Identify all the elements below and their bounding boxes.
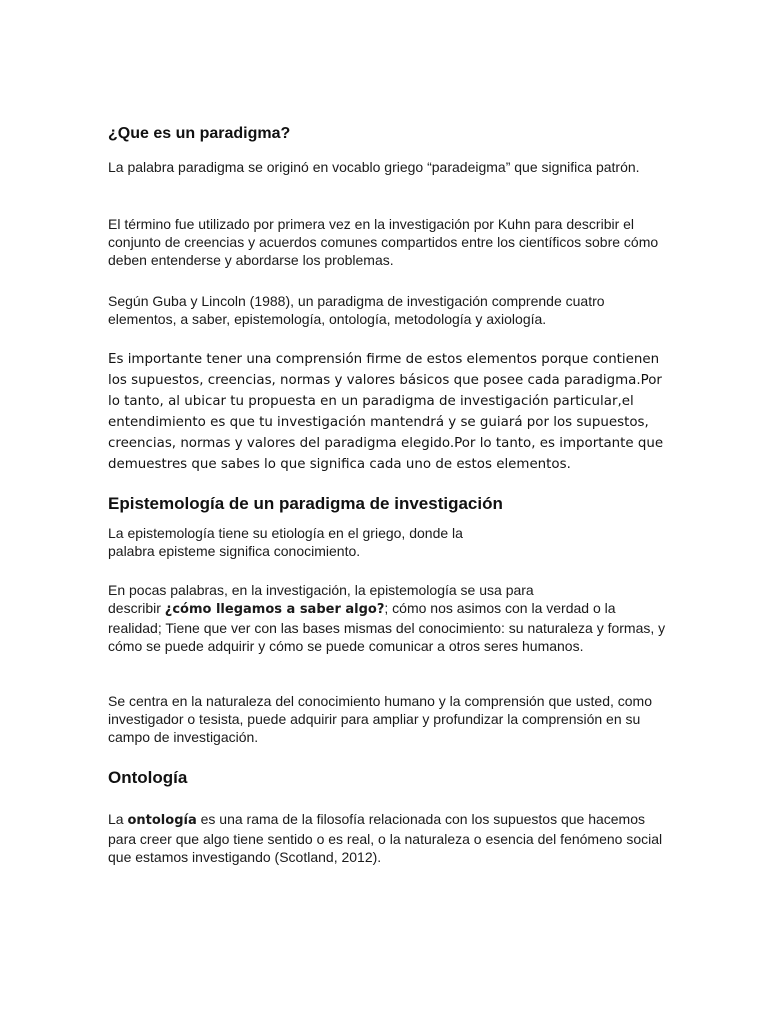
paragraph-ontologia	[108, 810, 668, 866]
paragraph-ontologia-before-bold: La	[108, 811, 128, 827]
heading-que-es-paradigma: ¿Que es un paradigma?	[108, 125, 291, 142]
paragraph-etiologia-line-2: palabra episteme significa conocimiento.	[108, 543, 361, 559]
paragraph-etiologia-griego	[108, 524, 668, 560]
paragraph-kuhn: El término fue utilizado por primera vez en la investigación por Kuhn para describir el conjunto de creencias y acuerdos comunes compartidos entre los científicos sobre cómo deben entenderse y abordarse los problemas.	[108, 216, 659, 268]
paragraph-importancia-elementos: Es importante tener una comprensión firme de estos elementos porque contienen los supuestos, creencias, normas y valores básicos que posee cada paradigma.Por lo tanto, al ubicar tu propuesta en un paradigma de investigación particular,el entendimiento es que tu investigación mantendrá y se guiará por los supuestos, creencias, normas y valores del paradigma elegido.Por lo tanto, es importante que demuestres que sabes lo que significa cada uno de estos elementos.	[108, 352, 664, 472]
paragraph-epistemologia-line-1: En pocas palabras, en la investigación, la epistemología se usa para	[108, 582, 534, 598]
paragraph-naturaleza-conocimiento: Se centra en la naturaleza del conocimiento humano y la comprensión que usted, como investigador o tesista, puede adquirir para ampliar y profundizar la comprensión en su campo de investigación.	[108, 693, 652, 745]
bold-ontologia: ontología	[127, 813, 197, 828]
heading-epistemologia: Epistemología de un paradigma de investigación	[108, 494, 503, 513]
bold-como-llegamos: ¿cómo llegamos a saber algo?	[164, 602, 385, 617]
paragraph-etiologia-line-1: La epistemología tiene su etiología en el griego, donde la	[108, 525, 463, 541]
paragraph-origen-paradigma: La palabra paradigma se originó en vocablo griego “paradeigma” que significa patrón.	[108, 159, 640, 175]
paragraph-ontologia-after-bold: es una rama de la filosofía relacionada con los supuestos que hacemos para creer que algo tiene sentido o es real, o la naturaleza o esencia del fenómeno social que estamos investigando (Scotland, 2012).	[108, 811, 663, 865]
paragraph-epistemologia-before-bold: describir	[108, 600, 165, 616]
paragraph-epistemologia-uso	[108, 581, 668, 655]
paragraph-guba-lincoln: Según Guba y Lincoln (1988), un paradigma de investigación comprende cuatro elementos, a saber, epistemología, ontología, metodología y axiología.	[108, 293, 605, 327]
paragraph-epistemologia-after-bold: ; cómo nos asimos con la verdad o la realidad; Tiene que ver con las bases mismas del conocimiento: su naturaleza y formas, y cómo se puede adquirir y cómo se puede comunicar a otros seres humanos.	[108, 600, 666, 654]
heading-ontologia: Ontología	[108, 768, 188, 787]
